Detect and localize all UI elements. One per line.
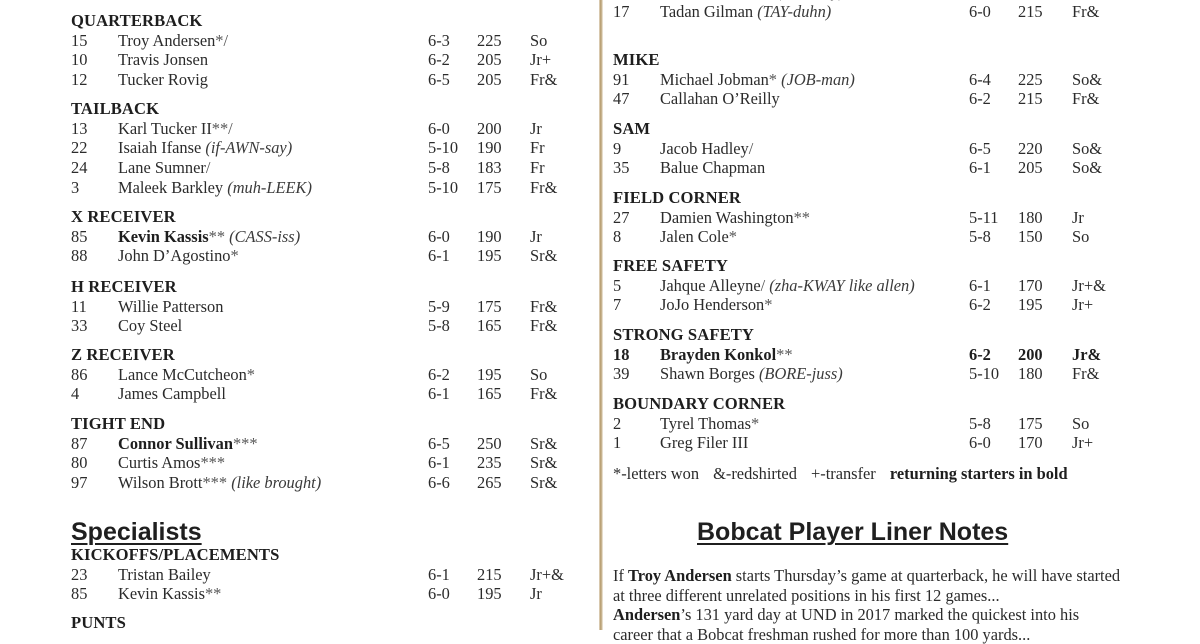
class-year: Fr [530,138,545,158]
class-year: So& [1072,158,1103,178]
height-value: 6-1 [428,453,450,473]
pronunciation: (TAY-duhn) [757,1,832,21]
class-year: So [1072,227,1090,247]
class-year: So& [1072,138,1103,158]
position-heading-quarterback: QUARTERBACK [71,11,203,30]
position-heading-free-safety: FREE SAFETY [613,256,728,275]
class-year: Sr& [530,246,558,266]
jersey-number: 10 [71,50,88,70]
player-name-cell [118,384,226,404]
height-value: 6-0 [969,433,991,453]
position-heading-tailback: TAILBACK [71,99,160,118]
player-name: Greg Filer III [660,433,749,453]
position-heading-field-corner: FIELD CORNER [613,188,741,207]
jersey-number: 1 [613,433,622,453]
position-heading-z-receiver: Z RECEIVER [71,345,175,364]
player-name: Karl Tucker II [118,118,212,138]
weight-value: 215 [477,564,502,584]
height-value: 5-11 [969,207,999,227]
position-heading-punts: PUNTS [71,613,126,632]
jersey-number: 2 [613,413,622,433]
height-value: 6-0 [428,118,450,138]
height-value: 5-10 [428,177,459,197]
class-year: So [530,30,548,50]
jersey-number: 3 [71,177,80,197]
player-marks: ** [204,584,222,604]
weight-value: 205 [1018,158,1043,178]
player-marks: ** [776,344,793,364]
player-name-cell [660,227,737,247]
pronunciation: (muh-LEEK) [227,177,312,197]
height-value: 6-1 [969,275,991,295]
player-name: Tadan Gilman [660,1,754,21]
pronunciation: (like brought) [231,473,322,493]
player-name-cell [660,295,772,315]
jersey-number: 18 [613,344,630,364]
class-year: Fr& [530,70,558,90]
player-name-cell [118,158,210,178]
weight-value: 225 [1018,69,1043,89]
height-value: 5-8 [428,316,450,336]
player-name-cell [660,89,780,109]
weight-value: 265 [477,473,502,493]
class-year: Fr& [530,316,558,336]
notes-text: starts Thursday’s game at quarterback, he will have started at three different unrelated positions in his first 12 games... [613,566,1121,605]
position-heading-tight-end: TIGHT END [71,414,166,433]
jersey-number: 23 [71,564,88,584]
class-year: Sr& [530,473,558,493]
weight-value: 165 [477,316,502,336]
player-marks: *** [232,433,258,453]
legend-transfer: +-transfer [811,464,876,483]
weight-value: 215 [1018,89,1043,109]
player-name-cell [660,414,759,434]
weight-value: 175 [477,177,502,197]
weight-value: 200 [477,118,502,138]
jersey-number: 85 [71,226,88,246]
height-value: 6-5 [969,138,991,158]
player-name: John D’Agostino [118,246,231,266]
player-marks: * [750,413,760,433]
jersey-number: 12 [71,70,88,90]
jersey-number: 35 [613,158,630,178]
weight-value: 195 [1018,295,1043,315]
notes-player-name: Troy Andersen [628,566,732,585]
position-heading-kickoffs-placements: KICKOFFS/PLACEMENTS [71,545,280,564]
weight-value: 190 [477,138,502,158]
player-name: Damien Washington [660,207,794,227]
height-value: 5-10 [428,138,459,158]
class-year: Jr+ [530,50,552,70]
class-year: Jr+& [1072,275,1106,295]
height-value: 6-2 [969,295,991,315]
player-marks: / [205,158,211,178]
player-name: Wilson Brott [118,473,203,493]
position-heading-sam: SAM [613,119,651,138]
player-marks: * [768,69,777,89]
player-name-cell [660,345,793,365]
height-value: 5-8 [969,413,991,433]
weight-value: 180 [1018,207,1043,227]
jersey-number: 80 [71,453,88,473]
position-heading-x-receiver: X RECEIVER [71,207,176,226]
player-name-cell [660,70,855,90]
player-name: Connor Sullivan [118,433,233,453]
player-name: Jalen Cole [660,227,729,247]
player-name-cell [660,139,753,159]
weight-value: 250 [477,433,502,453]
player-name: Brayden Konkol [660,344,777,364]
pronunciation: (if-AWN-say) [205,138,293,158]
weight-value: 195 [477,584,502,604]
specialists-title: Specialists [71,518,202,546]
player-name-cell [660,364,843,384]
player-name-cell [118,50,208,70]
class-year: Fr& [530,177,558,197]
class-year: Sr& [530,453,558,473]
jersey-number: 24 [71,158,88,178]
player-name-cell [118,453,225,473]
player-name: Lance McCutcheon [118,364,247,384]
jersey-number: 17 [613,1,630,21]
weight-value: 180 [1018,364,1043,384]
pronunciation: (zha-KWAY like allen) [769,275,915,295]
player-marks: * [764,295,773,315]
height-value: 6-0 [428,584,450,604]
weight-value: 170 [1018,275,1043,295]
player-name-cell [118,297,223,317]
height-value: 6-2 [428,50,450,70]
weight-value: 190 [477,226,502,246]
weight-value: 195 [477,246,502,266]
jersey-number: 22 [71,138,88,158]
player-name: Tristan Bailey [118,564,211,584]
player-name-cell [118,138,292,158]
player-name-cell [118,584,221,604]
player-name: Coy Steel [118,316,183,336]
class-year: Fr [530,158,545,178]
class-year: Jr [1072,207,1084,227]
column-divider [599,0,603,630]
jersey-number: 85 [71,584,88,604]
player-name: Shawn Borges [660,364,755,384]
player-name-cell [660,433,748,453]
weight-value: 150 [1018,227,1043,247]
legend [613,464,1068,484]
player-name: Maleek Barkley [118,177,224,197]
position-heading-mike: MIKE [613,50,660,69]
legend-redshirted: &-redshirted [713,464,797,483]
player-marks: */ [215,30,229,50]
player-marks: ** [208,226,226,246]
height-value: 6-2 [428,364,450,384]
weight-value: 205 [477,70,502,90]
player-name-cell [660,208,810,228]
weight-value: 200 [1018,344,1043,364]
class-year: Sr& [530,433,558,453]
jersey-number: 86 [71,364,88,384]
jersey-number: 33 [71,316,88,336]
class-year: Fr& [530,384,558,404]
player-name: Kevin Kassis [118,226,209,246]
player-name: Kevin Kassis [118,584,205,604]
jersey-number: 5 [613,275,622,295]
weight-value: 235 [477,453,502,473]
height-value: 6-0 [969,1,991,21]
player-name-cell [118,434,258,454]
jersey-number: 9 [613,138,622,158]
player-name-cell [118,119,233,139]
weight-value: 183 [477,158,502,178]
height-value: 6-2 [969,344,991,364]
height-value: 6-5 [428,433,450,453]
class-year: Jr+ [1072,295,1094,315]
player-name-cell [660,276,915,296]
player-name: Troy Andersen [118,30,216,50]
pronunciation: (BORE-juss) [758,364,843,384]
height-value: 6-6 [428,473,450,493]
player-name: Tucker Rovig [118,70,209,90]
weight-value: 175 [477,296,502,316]
player-name: Jahque Alleyne [660,275,761,295]
height-value: 5-8 [969,227,991,247]
jersey-number: 7 [613,295,622,315]
player-name-cell [660,158,765,178]
player-name: Curtis Amos [118,453,201,473]
class-year: So [530,364,548,384]
jersey-number: 15 [71,30,88,50]
player-marks: * [728,227,737,247]
height-value: 5-9 [428,296,450,316]
player-name-cell [118,246,239,266]
height-value: 6-0 [428,226,450,246]
player-marks: * [230,246,239,266]
class-year: Jr [530,584,542,604]
class-year: Jr+& [530,564,564,584]
weight-value: 170 [1018,433,1043,453]
class-year: Jr+ [1072,433,1094,453]
player-marks: / [760,275,766,295]
weight-value: 165 [477,384,502,404]
player-name-cell [118,70,208,90]
player-marks: *** [200,453,226,473]
player-name: Travis Jonsen [118,50,209,70]
jersey-number: 39 [613,364,630,384]
jersey-number: 13 [71,118,88,138]
jersey-number: 91 [613,69,630,89]
pronunciation: (CASS-iss) [229,226,301,246]
class-year: Jr& [1072,344,1102,364]
player-marks: / [748,138,754,158]
weight-value: 195 [477,364,502,384]
weight-value: 215 [1018,1,1043,21]
height-value: 6-2 [969,89,991,109]
height-value: 6-4 [969,69,991,89]
height-value: 6-5 [428,70,450,90]
player-name-cell [118,178,312,198]
class-year: So [1072,413,1090,433]
player-name: James Campbell [118,384,226,404]
player-name: Lane Sumner [118,158,206,178]
class-year: Fr& [1072,89,1100,109]
legend-letters: *-letters won [613,464,700,483]
class-year: Jr [530,226,542,246]
class-year: Fr& [1072,364,1100,384]
position-heading-h-receiver: H RECEIVER [71,277,177,296]
position-heading-boundary-corner: BOUNDARY CORNER [613,394,786,413]
player-name: Balue Chapman [660,158,766,178]
pronunciation: (JOB-man) [781,69,855,89]
height-value: 6-1 [428,564,450,584]
player-marks: * [246,364,255,384]
class-year: So& [1072,69,1103,89]
player-name: Jacob Hadley [660,138,749,158]
height-value: 6-1 [969,158,991,178]
weight-value: 205 [477,50,502,70]
player-name-cell [660,2,831,22]
player-name-cell [118,31,228,51]
player-name-cell [118,365,255,385]
liner-notes-body [613,566,1123,644]
player-name: Michael Jobman [660,69,769,89]
jersey-number: 88 [71,246,88,266]
player-marks: ** [793,207,810,227]
player-marks: *** [202,473,228,493]
player-name-cell [118,316,182,336]
weight-value: 175 [1018,413,1043,433]
player-name-cell [118,565,211,585]
jersey-number: 87 [71,433,88,453]
weight-value: 225 [477,30,502,50]
player-name: Willie Patterson [118,296,224,316]
class-year: Fr& [1072,1,1100,21]
notes-text: ’s 131 yard day at UND in 2017 marked the quickest into his career that a Bobcat freshman rushed for more than 100 yards... [613,605,1080,644]
player-marks: **/ [211,118,233,138]
position-heading-strong-safety: STRONG SAFETY [613,325,754,344]
player-name-cell [118,227,300,247]
jersey-number: 97 [71,473,88,493]
legend-starters: returning starters in bold [889,464,1068,483]
class-year: Fr& [530,296,558,316]
height-value: 5-8 [428,158,450,178]
liner-notes-title: Bobcat Player Liner Notes [697,518,1009,546]
player-name: Isaiah Ifanse [118,138,202,158]
jersey-number: 47 [613,89,630,109]
weight-value: 220 [1018,138,1043,158]
class-year: Jr [530,118,542,138]
notes-text: If [613,566,629,585]
player-name: Callahan O’Reilly [660,89,780,109]
jersey-number: 8 [613,227,622,247]
jersey-number: 27 [613,207,630,227]
notes-player-name: Andersen [613,605,681,624]
height-value: 6-1 [428,246,450,266]
jersey-number: 11 [71,296,87,316]
player-name-cell [118,473,321,493]
height-value: 5-10 [969,364,1000,384]
jersey-number: 4 [71,384,80,404]
height-value: 6-3 [428,30,450,50]
height-value: 6-1 [428,384,450,404]
player-name: JoJo Henderson [660,295,765,315]
player-name: Tyrel Thomas [660,413,751,433]
